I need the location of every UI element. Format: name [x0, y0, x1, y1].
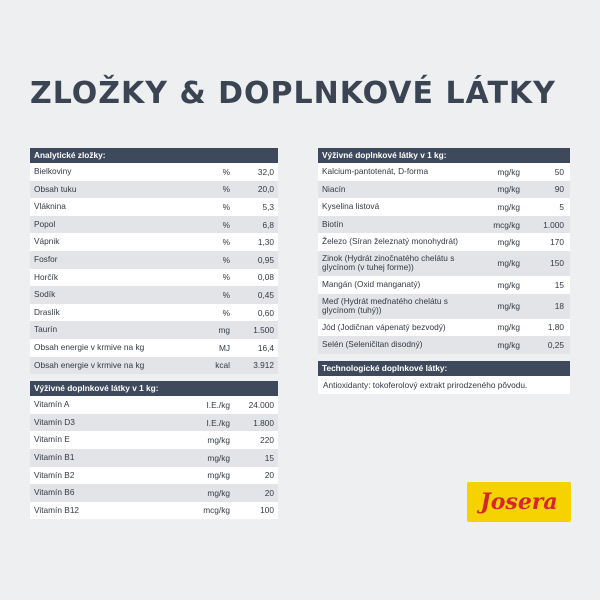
row-name: Vitamín A: [34, 399, 70, 410]
row-name: Niacín: [322, 183, 346, 194]
row-name: Kalcium-pantotenát, D-forma: [322, 166, 429, 177]
row-value: 15: [554, 279, 564, 290]
vitamins-table: [30, 396, 278, 519]
vitamins-header: Výživné doplnkové látky v 1 kg:: [30, 381, 278, 396]
row-name: Biotín: [322, 218, 344, 229]
row-name: Vitamín D3: [34, 416, 75, 427]
row-unit: mcg/kg: [493, 219, 520, 230]
row-name: Horčík: [34, 271, 58, 282]
row-value: 100: [260, 505, 274, 516]
row-unit: mg/kg: [207, 487, 230, 498]
table-row: [30, 502, 278, 520]
row-unit: %: [222, 272, 230, 283]
row-unit: mg/kg: [207, 435, 230, 446]
row-name: Vitamín B12: [34, 504, 80, 515]
technological-header: Technologické doplnkové látky:: [318, 361, 570, 376]
row-value: 5: [559, 201, 564, 212]
row-value: 0,60: [257, 307, 274, 318]
table-row: [30, 449, 278, 467]
table-row: [318, 294, 570, 319]
row-name: Železo (Síran železnatý monohydrát): [322, 236, 459, 247]
row-unit: mg/kg: [497, 339, 520, 350]
table-row: [318, 336, 570, 354]
table-row: [318, 319, 570, 337]
row-value: 1.500: [253, 325, 274, 336]
row-name: Jód (Jodičnan vápenatý bezvodý): [322, 321, 446, 332]
row-unit: %: [222, 201, 230, 212]
row-unit: mg/kg: [497, 279, 520, 290]
row-name: Kyselina listová: [322, 201, 380, 212]
row-name: Fosfor: [34, 254, 58, 265]
left-column: [30, 148, 278, 519]
josera-logo: [467, 482, 571, 522]
row-value: 16,4: [257, 342, 274, 353]
row-value: 150: [550, 258, 564, 269]
table-row: [318, 198, 570, 216]
row-unit: mg/kg: [497, 201, 520, 212]
row-name: Vitamín B6: [34, 487, 75, 498]
row-name: Vápnik: [34, 236, 60, 247]
row-value: 1,30: [257, 237, 274, 248]
row-value: 3.912: [253, 360, 274, 371]
row-value: 220: [260, 435, 274, 446]
row-name: Mangán (Oxid manganatý): [322, 279, 421, 290]
page-title: ZLOŽKY & DOPLNKOVÉ LÁTKY: [30, 76, 556, 111]
table-row: [30, 304, 278, 322]
row-value: 20: [264, 487, 274, 498]
row-unit: %: [222, 254, 230, 265]
row-unit: %: [222, 219, 230, 230]
row-unit: kcal: [215, 360, 230, 371]
logo-text: Josera: [480, 489, 558, 515]
row-unit: mg/kg: [497, 301, 520, 312]
table-row: [30, 286, 278, 304]
row-name: Vitamín E: [34, 434, 70, 445]
row-value: 90: [554, 184, 564, 195]
table-row: [318, 276, 570, 294]
row-value: 1,80: [547, 322, 564, 333]
row-unit: mg/kg: [497, 184, 520, 195]
row-name: Sodík: [34, 289, 56, 300]
row-value: 24.000: [248, 399, 274, 410]
table-row: [30, 251, 278, 269]
table-row: [30, 396, 278, 414]
row-value: 6,8: [262, 219, 274, 230]
row-value: 5,3: [262, 201, 274, 212]
table-row: [30, 269, 278, 287]
row-unit: %: [222, 184, 230, 195]
table-row: [30, 321, 278, 339]
row-unit: mg/kg: [497, 237, 520, 248]
row-unit: mg: [218, 325, 230, 336]
row-value: 15: [264, 452, 274, 463]
row-value: 0,95: [257, 254, 274, 265]
row-value: 0,08: [257, 272, 274, 283]
row-name: Obsah energie v krmive na kg: [34, 341, 145, 352]
row-name: Obsah tuku: [34, 183, 77, 194]
table-row: [318, 216, 570, 234]
row-value: 1.800: [253, 417, 274, 428]
row-unit: %: [222, 237, 230, 248]
nutritional-header: Výživné doplnkové látky v 1 kg:: [318, 148, 570, 163]
row-value: 0,25: [547, 339, 564, 350]
right-column: [318, 148, 570, 394]
row-unit: %: [222, 289, 230, 300]
table-row: [318, 251, 570, 276]
row-value: 20: [264, 470, 274, 481]
table-row: [30, 357, 278, 375]
row-value: 50: [554, 166, 564, 177]
table-row: [318, 181, 570, 199]
row-value: 0,45: [257, 289, 274, 300]
row-name: Meď (Hydrát meďnatého chelátu s glycínom (tuhý)): [322, 295, 448, 316]
row-name: Draslík: [34, 306, 60, 317]
row-unit: mg/kg: [207, 452, 230, 463]
row-name: Vláknina: [34, 201, 66, 212]
row-name: Popol: [34, 218, 56, 229]
row-unit: mg/kg: [497, 166, 520, 177]
row-value: 18: [554, 301, 564, 312]
row-unit: mg/kg: [497, 322, 520, 333]
table-row: [30, 233, 278, 251]
table-row: [30, 484, 278, 502]
nutritional-table: [318, 163, 570, 354]
technological-text: Antioxidanty: tokoferolový extrakt prirodzeného pôvodu.: [318, 376, 570, 394]
table-row: [30, 181, 278, 199]
row-unit: I.E./kg: [206, 399, 230, 410]
row-name: Obsah energie v krmive na kg: [34, 359, 145, 370]
table-row: [30, 198, 278, 216]
table-row: [30, 216, 278, 234]
table-row: [318, 163, 570, 181]
table-row: [30, 431, 278, 449]
analytical-header: Analytické zložky:: [30, 148, 278, 163]
row-value: 20,0: [257, 184, 274, 195]
table-row: [30, 414, 278, 432]
row-unit: mg/kg: [497, 258, 520, 269]
row-name: Vitamín B2: [34, 469, 75, 480]
row-value: 1.000: [543, 219, 564, 230]
table-row: [318, 233, 570, 251]
row-name: Bielkoviny: [34, 166, 72, 177]
table-row: [30, 467, 278, 485]
row-value: 170: [550, 237, 564, 248]
analytical-table: [30, 163, 278, 374]
row-name: Zinok (Hydrát zinočnatého chelátu s glycínom (v tuhej forme)): [322, 252, 455, 273]
row-unit: mcg/kg: [203, 505, 230, 516]
row-name: Vitamín B1: [34, 451, 75, 462]
row-name: Taurín: [34, 324, 58, 335]
row-unit: %: [222, 307, 230, 318]
row-value: 32,0: [257, 166, 274, 177]
table-row: [30, 339, 278, 357]
row-unit: mg/kg: [207, 470, 230, 481]
row-unit: I.E./kg: [206, 417, 230, 428]
row-name: Selén (Seleničitan disodný): [322, 339, 423, 350]
table-row: [30, 163, 278, 181]
row-unit: MJ: [218, 342, 230, 353]
row-unit: %: [222, 166, 230, 177]
